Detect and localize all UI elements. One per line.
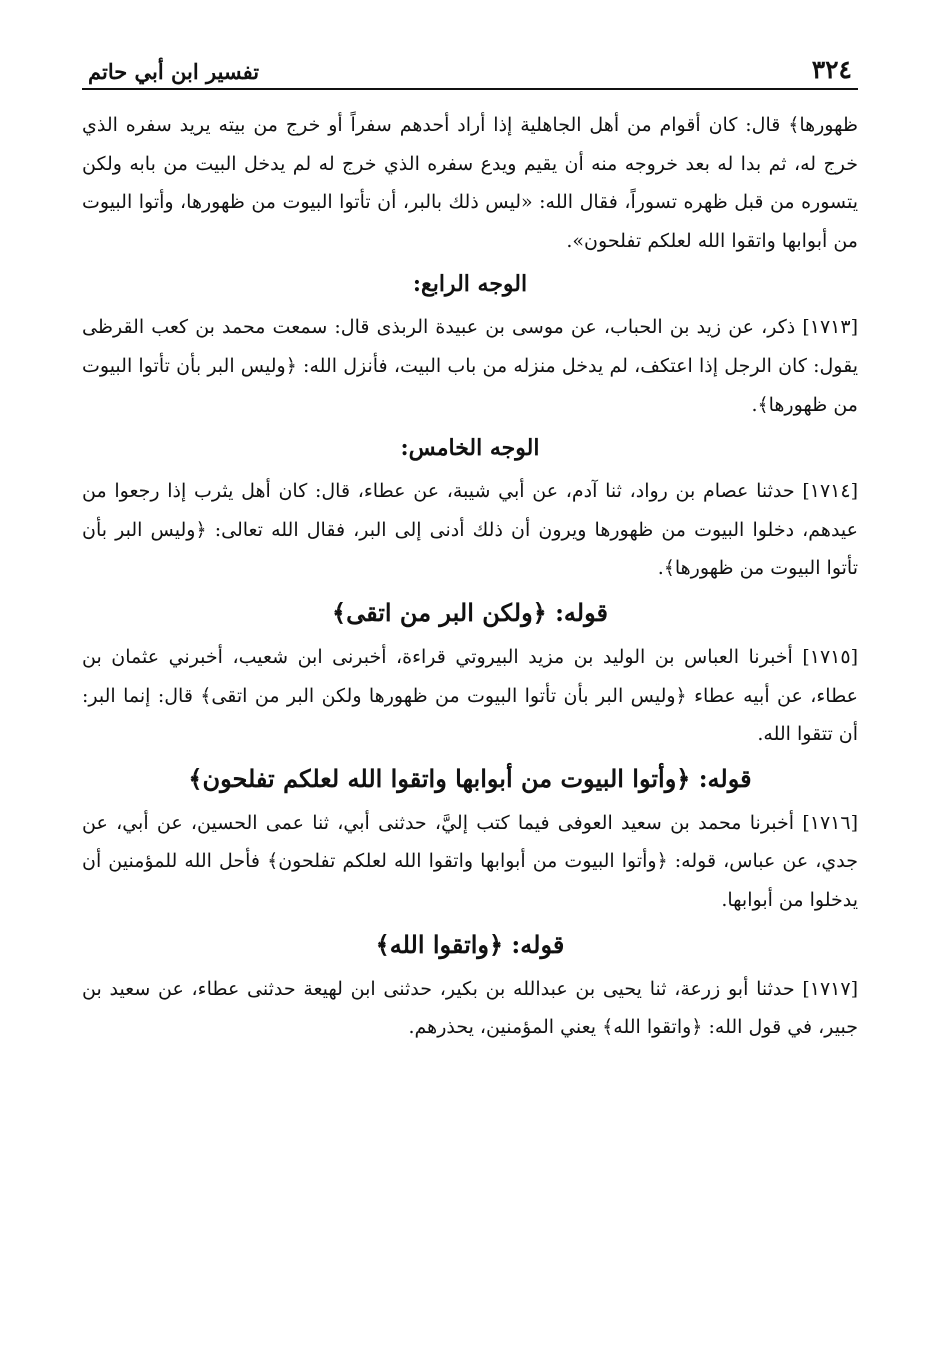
verse-heading-fear-allah: قوله: ﴿واتقوا الله﴾ (375, 929, 565, 959)
section-heading-fourth-aspect: الوجه الرابع: (412, 271, 528, 298)
page-content (82, 90, 858, 1047)
verse-heading-righteousness: قوله: ﴿ولكن البر من اتقى﴾ (332, 597, 608, 627)
paragraph-1716: [١٧١٦] أخبرنا محمد بن سعيد العوفى فيما كتب إليَّ، حدثنى أبي، ثنا عمى الحسين، عن أبي، عن جدي، عن عباس، قوله: ﴿وأتوا البيوت من أبوابها واتقوا الله لعلكم تفلحون﴾ فأحل الله للمؤمنين أن يدخلوا من أبوابها. (82, 811, 858, 911)
paragraph-1714: [١٧١٤] حدثنا عصام بن رواد، ثنا آدم، عن أبي شيبة، عن عطاء، قال: كان أهل يثرب إذا رجعوا من عيدهم، دخلوا البيوت من ظهورها ويرون أن ذلك أدنى إلى البر، فقال الله تعالى: ﴿وليس البر بأن تأتوا البيوت من ظهورها﴾. (82, 480, 858, 580)
paragraph-1717: [١٧١٧] حدثنا أبو زرعة، ثنا يحيى بن عبدالله بن بكير، حدثنى ابن لهيعة حدثنى عطاء، عن سعيد بن جبير، في قول الله: ﴿واتقوا الله﴾ يعني المؤمنين، يحذرهم. (82, 977, 858, 1039)
page-number: ٣٢٤ (811, 55, 852, 84)
document-page (82, 40, 858, 1047)
running-title: تفسير ابن أبي حاتم (88, 59, 260, 84)
paragraph-1713: [١٧١٣] ذكر، عن زيد بن الحباب، عن موسى بن عبيدة الربذى قال: سمعت محمد بن كعب القرظى يقول: كان الرجل إذا اعتكف، لم يدخل منزله من باب البيت، فأنزل الله: ﴿وليس البر بأن تأتوا البيوت من ظهورها﴾. (82, 316, 858, 416)
section-heading-fifth-aspect: الوجه الخامس: (400, 435, 540, 462)
paragraph-1715: [١٧١٥] أخبرنا العباس بن الوليد بن مزيد البيروتي قراءة، أخبرنى ابن شعيب، أخبرني عثمان بن عطاء، عن أبيه عطاء ﴿وليس البر بأن تأتوا البيوت من ظهورها ولكن البر من اتقى﴾ قال: إنما البر: أن تتقوا الله. (82, 645, 858, 746)
paragraph-continuation: ظهورها﴾ قال: كان أقوام من أهل الجاهلية إذا أراد أحدهم سفراً أو خرج من بيته يريد سفره الذي خرج له، ثم بدا له بعد خروجه منه أن يقيم ويدع سفره الذي خرج له لم يدخل البيت من بابه ولكن يتسوره من قبل ظهره تسوراً، فقال الله: «ليس ذلك بالبر، أن تأتوا البيوت من ظهورها، وأتوا البيوت من أبوابها واتقوا الله لعلكم تفلحون». (82, 114, 858, 252)
page-header (82, 40, 858, 90)
verse-heading-doors: قوله: ﴿وأتوا البيوت من أبوابها واتقوا الله لعلكم تفلحون﴾ (188, 763, 752, 793)
